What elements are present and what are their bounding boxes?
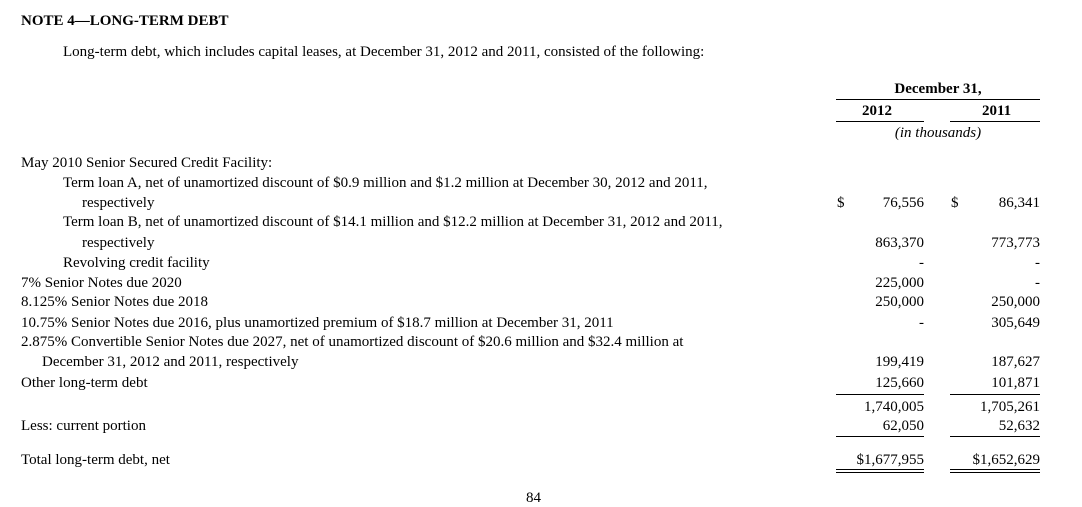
total-2011: $1,652,629 [972,452,1040,468]
notes-2016-2011: 305,649 [991,315,1040,331]
current-2012: 62,050 [882,418,924,434]
term-a-2011: 86,341 [998,195,1040,211]
total-label: Total long-term debt, net [21,452,170,468]
notes-2018-2012: 250,000 [875,294,924,310]
subtotal-rule-2012 [836,394,924,395]
currency-2011: $ [951,195,959,211]
notes-2020-2011: - [1035,275,1040,291]
facility-heading: May 2010 Senior Secured Credit Facility: [21,155,273,171]
notes-2018-label: 8.125% Senior Notes due 2018 [21,294,209,310]
page-number: 84 [526,490,541,506]
term-a-label-2: respectively [82,195,155,211]
col-2011-rule [950,121,1040,122]
note-title: NOTE 4—LONG-TERM DEBT [21,13,229,29]
revolving-label: Revolving credit facility [63,255,210,271]
term-b-label-2: respectively [82,235,155,251]
subtotal-2012: 1,740,005 [864,399,924,415]
term-b-label-1: Term loan B, net of unamortized discount of $14.1 million and $12.2 million at December 31, 2012 and 2011, [63,214,723,230]
term-a-label-1: Term loan A, net of unamortized discount of $0.9 million and $1.2 million at December 30, 2012 and 2011, [63,175,708,191]
term-a-2012: 76,556 [882,195,924,211]
col-2012-header: 2012 [862,103,892,119]
units-label: (in thousands) [894,125,982,141]
subtotal-2011: 1,705,261 [980,399,1040,415]
term-b-2012: 863,370 [875,235,924,251]
convertible-2011: 187,627 [991,354,1040,370]
notes-2020-2012: 225,000 [875,275,924,291]
col-2011-header: 2011 [982,103,1012,119]
total-rule-2012 [836,436,924,437]
total-2012: $1,677,955 [856,452,924,468]
period-header: December 31, [894,81,982,97]
notes-2018-2011: 250,000 [991,294,1040,310]
subtotal-rule-2011 [950,394,1040,395]
total-double-rule-2012 [836,469,924,473]
other-2011: 101,871 [991,375,1040,391]
convertible-label-2: December 31, 2012 and 2011, respectively [42,354,299,370]
revolving-2012: - [919,255,924,271]
convertible-2012: 199,419 [875,354,924,370]
revolving-2011: - [1035,255,1040,271]
notes-2016-label: 10.75% Senior Notes due 2016, plus unamortized premium of $18.7 million at December 31, 2011 [21,315,614,331]
convertible-label-1: 2.875% Convertible Senior Notes due 2027, net of unamortized discount of $20.6 million and $32.4 million at [21,334,684,350]
other-2012: 125,660 [875,375,924,391]
col-2012-rule [836,121,924,122]
total-double-rule-2011 [950,469,1040,473]
header-rule [836,99,1040,100]
current-2011: 52,632 [998,418,1040,434]
notes-2020-label: 7% Senior Notes due 2020 [21,275,182,291]
currency-2012: $ [837,195,845,211]
current-label: Less: current portion [21,418,146,434]
other-label: Other long-term debt [21,375,148,391]
term-b-2011: 773,773 [991,235,1040,251]
notes-2016-2012: - [919,315,924,331]
total-rule-2011 [950,436,1040,437]
intro-text: Long-term debt, which includes capital leases, at December 31, 2012 and 2011, consisted of the following: [63,44,705,60]
